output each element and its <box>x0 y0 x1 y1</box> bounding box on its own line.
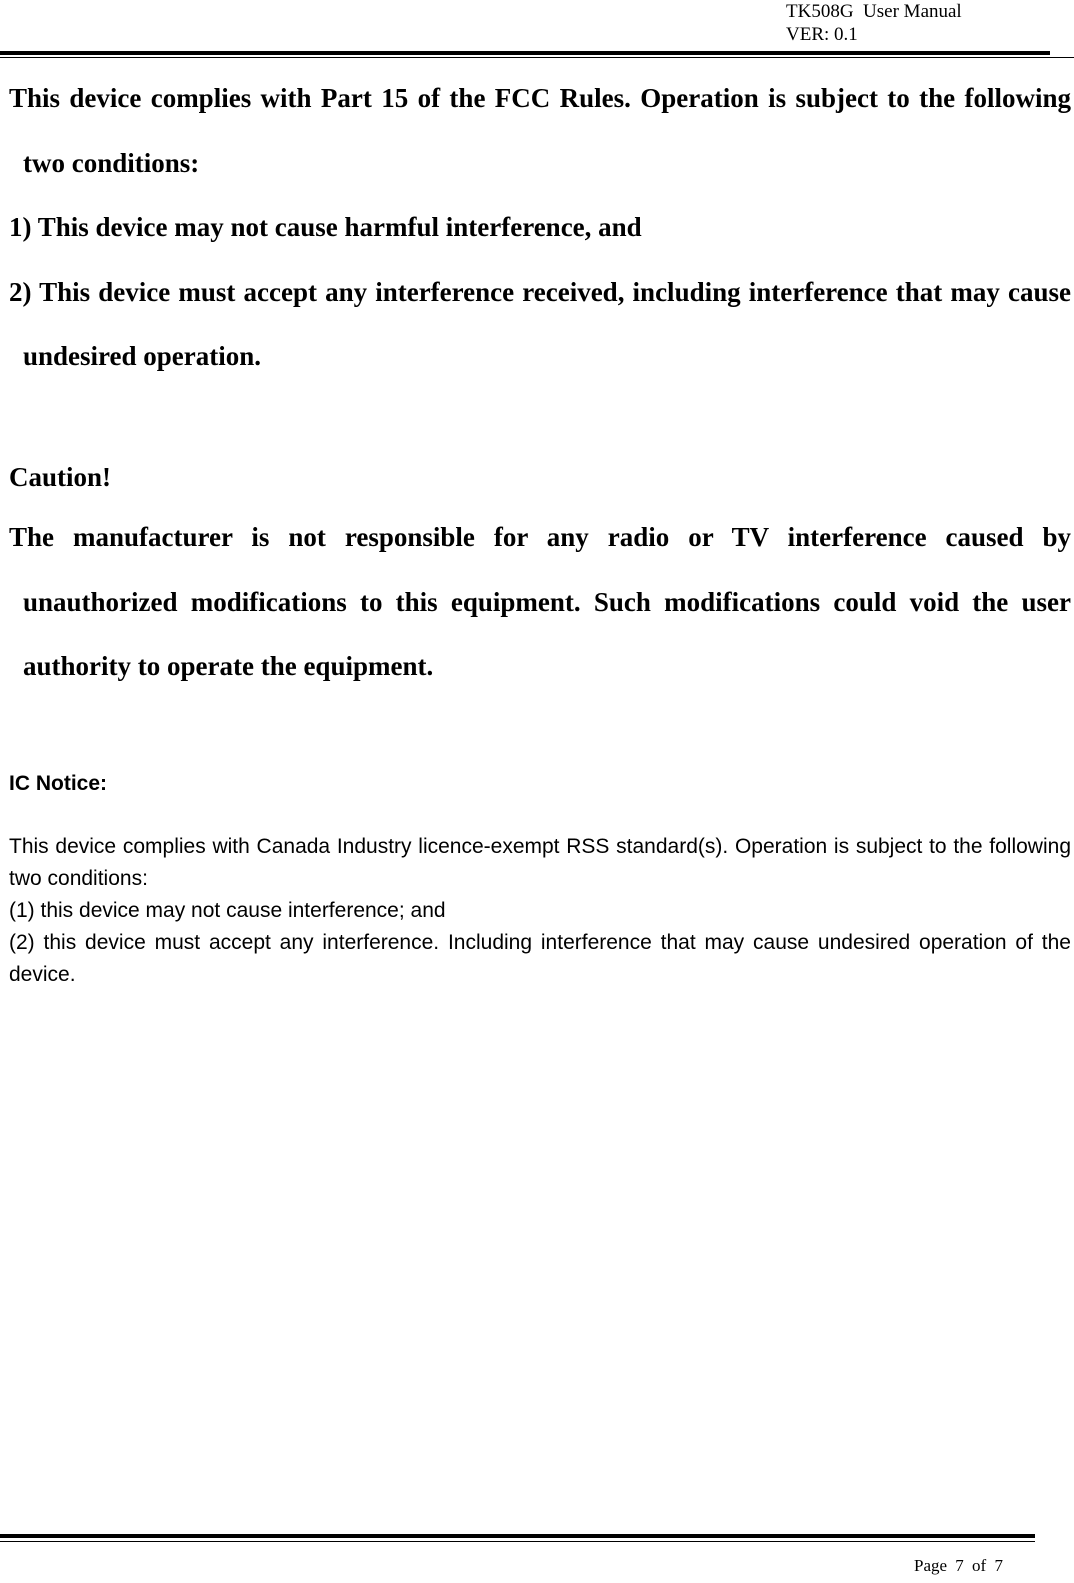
footer-rule-thin <box>0 1541 1035 1542</box>
fcc-statement <box>9 66 1071 389</box>
fcc-condition-2: 2) This device must accept any interference received, including interference that may cause undesired operation. <box>9 276 1071 371</box>
caution-title: Caution! <box>9 462 112 492</box>
caution-section <box>9 449 1071 699</box>
header-text <box>786 0 962 46</box>
version-label: VER: 0.1 <box>786 24 858 45</box>
page-header <box>0 0 1074 60</box>
caution-body: The manufacturer is not responsible for any radio or TV interference caused by unauthorized modifications to this equipment. Such modifications could void the user authority to operate the equipment. <box>9 522 1071 681</box>
ic-notice-intro: This device complies with Canada Industry licence-exempt RSS standard(s). Operation is subject to the following two conditions: <box>9 835 1071 890</box>
page-number: Page 7 of 7 <box>914 1556 1003 1575</box>
ic-condition-2: (2) this device must accept any interference. Including interference that may cause undesired operation of the device. <box>9 931 1071 986</box>
ic-notice-section <box>9 770 1071 991</box>
fcc-condition-1: 1) This device may not cause harmful interference, and <box>9 212 642 242</box>
header-rule-thin <box>0 57 1074 58</box>
manual-title: TK508G User Manual <box>786 1 962 22</box>
header-rule-thick <box>0 51 1050 55</box>
ic-condition-1: (1) this device may not cause interference; and <box>9 899 446 922</box>
ic-notice-title: IC Notice: <box>9 772 108 795</box>
fcc-intro: This device complies with Part 15 of the FCC Rules. Operation is subject to the following two conditions: <box>9 83 1071 178</box>
footer-rule-thick <box>0 1534 1035 1538</box>
